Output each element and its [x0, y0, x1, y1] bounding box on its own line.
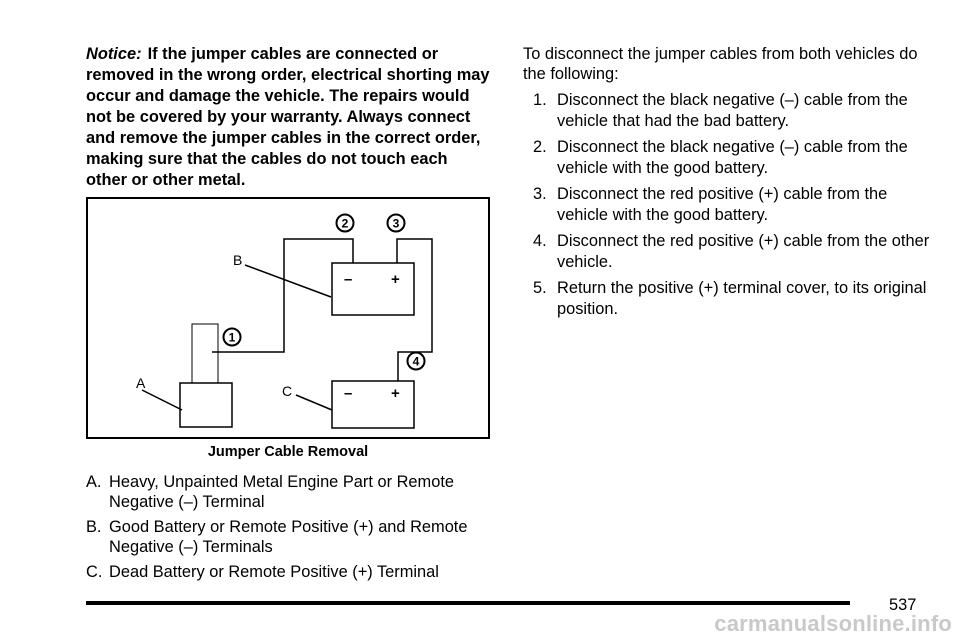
- footer-rule: [86, 601, 850, 605]
- step-item: [523, 231, 933, 273]
- legend-key: B.: [86, 518, 102, 536]
- notice-text: If the jumper cables are connected or removed in the wrong order, electrical shorting may occur and damage the vehicle. The repairs would not be covered by your warranty. Always connect and remove the jumper cables in the correct order, making sure that the cables do not touch each other or other metal.: [86, 45, 490, 189]
- step-text: Disconnect the red positive (+) cable from the vehicle with the good battery.: [557, 185, 888, 224]
- jumper-cable-diagram: [86, 197, 490, 440]
- svg-text:1: 1: [228, 330, 236, 345]
- step-text: Disconnect the black negative (–) cable from the vehicle with the good battery.: [557, 138, 908, 177]
- step-item: [523, 137, 933, 179]
- step-number: 5.: [533, 279, 547, 297]
- diagram-frame: [87, 198, 489, 438]
- svg-text:3: 3: [392, 216, 400, 231]
- legend-key: C.: [86, 563, 103, 581]
- legend-item-b: [86, 517, 496, 557]
- legend-text: Heavy, Unpainted Metal Engine Part or Remote Negative (–) Terminal: [109, 473, 454, 511]
- page-number: 537: [889, 596, 917, 614]
- leader-line-b: [245, 265, 331, 297]
- good-battery-positive-symbol: +: [391, 271, 400, 288]
- svg-text:4: 4: [412, 354, 420, 369]
- label-b: B: [233, 252, 243, 268]
- figure-legend: [86, 472, 496, 587]
- watermark: carmanualsonline.info: [714, 611, 952, 636]
- engine-part-post: [192, 324, 218, 383]
- callout-2: [337, 215, 354, 232]
- leader-line-a: [142, 390, 182, 410]
- legend-item-c: [86, 562, 496, 582]
- callout-3: [388, 215, 405, 232]
- dead-battery-positive-symbol: +: [391, 385, 400, 402]
- callout-1: [224, 329, 241, 346]
- step-text: Disconnect the red positive (+) cable from the other vehicle.: [557, 232, 930, 271]
- leader-line-c: [296, 395, 332, 410]
- diagram-svg: [86, 197, 490, 440]
- legend-text: Dead Battery or Remote Positive (+) Terminal: [109, 563, 439, 581]
- notice-paragraph: [86, 44, 490, 191]
- step-item: [523, 184, 933, 226]
- step-item: [523, 90, 933, 132]
- step-text: Return the positive (+) terminal cover, to its original position.: [557, 279, 927, 318]
- notice-block: [86, 44, 490, 191]
- instructions-intro: To disconnect the jumper cables from both vehicles do the following:: [523, 45, 918, 83]
- step-number: 4.: [533, 232, 547, 250]
- dead-battery-negative-symbol: –: [344, 385, 353, 402]
- legend-key: A.: [86, 473, 102, 491]
- step-number: 3.: [533, 185, 547, 203]
- figure-caption: Jumper Cable Removal: [207, 444, 369, 460]
- step-text: Disconnect the black negative (–) cable from the vehicle that had the bad battery.: [557, 91, 908, 130]
- step-number: 2.: [533, 138, 547, 156]
- callout-4: [408, 353, 425, 370]
- step-item: [523, 278, 933, 320]
- good-battery-negative-symbol: –: [344, 271, 353, 288]
- legend-item-a: [86, 472, 496, 512]
- label-a: A: [136, 375, 146, 391]
- svg-text:2: 2: [341, 216, 349, 231]
- engine-metal-part: [180, 383, 232, 427]
- notice-label: Notice:: [86, 45, 142, 63]
- label-c: C: [282, 383, 293, 399]
- step-number: 1.: [533, 91, 547, 109]
- legend-text: Good Battery or Remote Positive (+) and Remote Negative (–) Terminals: [109, 518, 468, 556]
- steps-list: [523, 90, 933, 320]
- disconnect-instructions: [523, 44, 933, 325]
